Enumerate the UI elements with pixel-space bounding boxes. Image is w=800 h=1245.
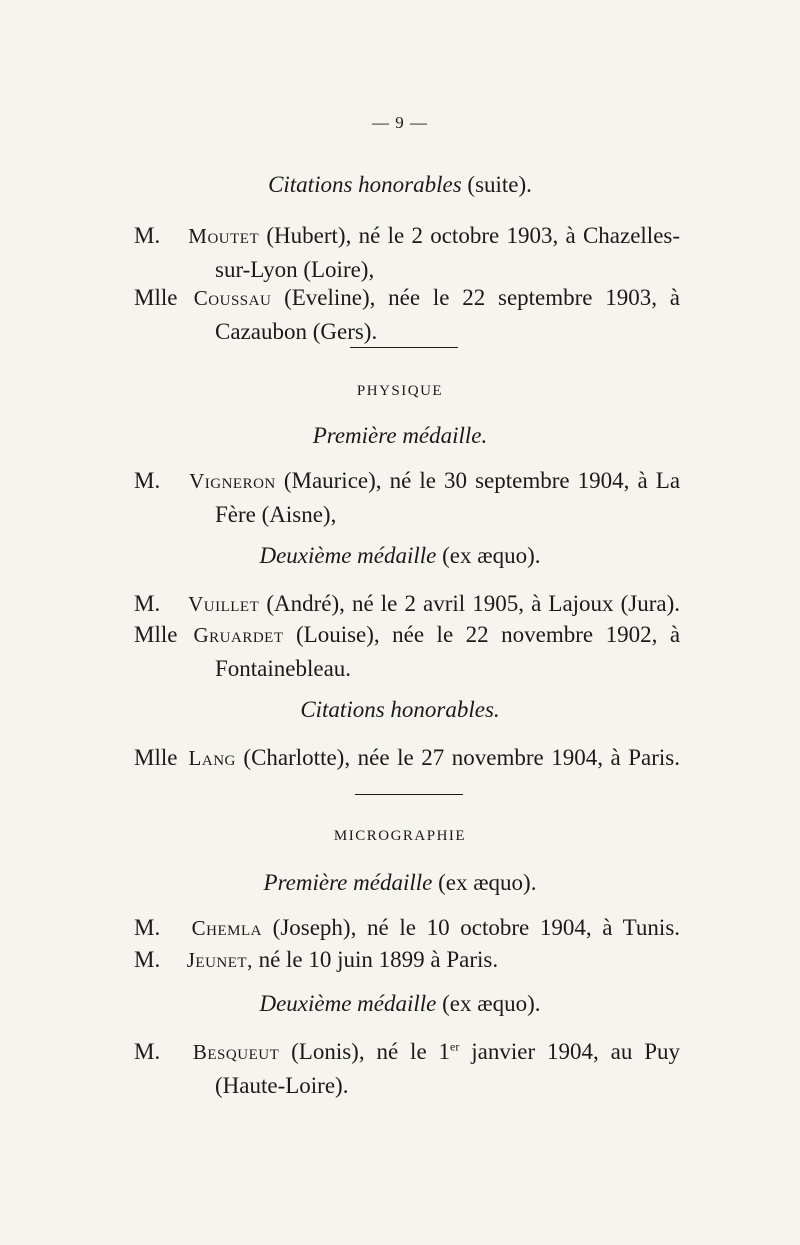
page-number: — 9 —	[372, 113, 428, 132]
entry-besqueut	[134, 1035, 680, 1102]
entry-name: Besqueut	[192, 1040, 280, 1064]
entry-text	[291, 1039, 680, 1064]
entry-name: Chemla	[191, 916, 262, 940]
entry-text-continued: Fère (Aisne),	[215, 502, 337, 527]
micrographie-title: MICROGRAPHIE	[333, 828, 467, 844]
entry-name: Lang	[188, 746, 236, 770]
physique-second-medal-text: Deuxième médaille	[259, 543, 437, 568]
physique-citations-heading	[0, 697, 800, 723]
citations-heading-suffix: (suite).	[467, 172, 532, 197]
section-divider	[355, 794, 463, 795]
citations-heading	[0, 172, 800, 198]
entry-title: M.	[134, 223, 161, 248]
entry-lang	[134, 741, 680, 775]
entry-text: (Hubert), né le 2 octobre 1903, à Chazelles-	[266, 223, 681, 248]
entry-text: (Charlotte), née le 27 novembre 1904, à Paris.	[243, 745, 681, 770]
entry-name: Gruardet	[193, 623, 284, 647]
entry-text: (Eveline), née le 22 septembre 1903, à	[284, 285, 681, 310]
entry-text-continued: sur-Lyon (Loire),	[215, 257, 375, 282]
entry-title: Mlle	[134, 745, 178, 770]
entry-text-part: janvier 1904, au Puy	[459, 1039, 681, 1064]
section-divider	[350, 347, 458, 348]
entry-title: M.	[134, 947, 161, 972]
entry-title: M.	[134, 915, 161, 940]
entry-text-continued: Cazaubon (Gers).	[215, 319, 378, 344]
entry-name: Jeunet,	[186, 948, 253, 972]
entry-title: M.	[134, 1039, 161, 1064]
entry-vigneron	[134, 464, 680, 531]
entry-chemla	[134, 911, 680, 945]
entry-name: Vuillet	[188, 592, 260, 616]
entry-text-part: (Lonis), né le 1	[291, 1039, 451, 1064]
physique-first-medal-text: Première médaille.	[312, 423, 488, 448]
physique-first-medal-heading	[0, 423, 800, 449]
micrographie-first-medal-text: Première médaille	[263, 870, 433, 895]
physique-title: PHYSIQUE	[356, 383, 444, 399]
entry-coussau	[134, 281, 680, 348]
entry-moutet	[134, 219, 680, 286]
entry-jeunet	[134, 943, 680, 977]
entry-text-continued: Fontainebleau.	[215, 656, 352, 681]
micrographie-first-medal-suffix: (ex æquo).	[438, 870, 537, 895]
entry-gruardet	[134, 618, 680, 685]
micrographie-second-medal-suffix: (ex æquo).	[442, 991, 541, 1016]
entry-name: Moutet	[188, 224, 260, 248]
citations-heading-text: Citations honorables	[268, 172, 462, 197]
physique-second-medal-suffix: (ex æquo).	[442, 543, 541, 568]
entry-title: Mlle	[134, 622, 178, 647]
micrographie-first-medal-heading	[0, 870, 800, 896]
entry-name: Vigneron	[189, 469, 276, 493]
entry-text: né le 10 juin 1899 à Paris.	[258, 947, 499, 972]
entry-vuillet	[134, 587, 680, 621]
entry-text: (Louise), née le 22 novembre 1902, à	[296, 622, 681, 647]
physique-second-medal-heading	[0, 543, 800, 569]
physique-citations-text: Citations honorables.	[300, 697, 500, 722]
micrographie-second-medal-heading	[0, 991, 800, 1017]
ordinal-superscript: er	[450, 1039, 460, 1054]
micrographie-second-medal-text: Deuxième médaille	[259, 991, 437, 1016]
entry-title: M.	[134, 591, 161, 616]
entry-text: (Joseph), né le 10 octobre 1904, à Tunis.	[272, 915, 681, 940]
entry-text: (André), né le 2 avril 1905, à Lajoux (Jura).	[266, 591, 681, 616]
entry-text: (Maurice), né le 30 septembre 1904, à La	[283, 468, 681, 493]
entry-name: Coussau	[193, 286, 272, 310]
entry-title: M.	[134, 468, 161, 493]
entry-text-continued: (Haute-Loire).	[215, 1073, 349, 1098]
entry-title: Mlle	[134, 285, 178, 310]
